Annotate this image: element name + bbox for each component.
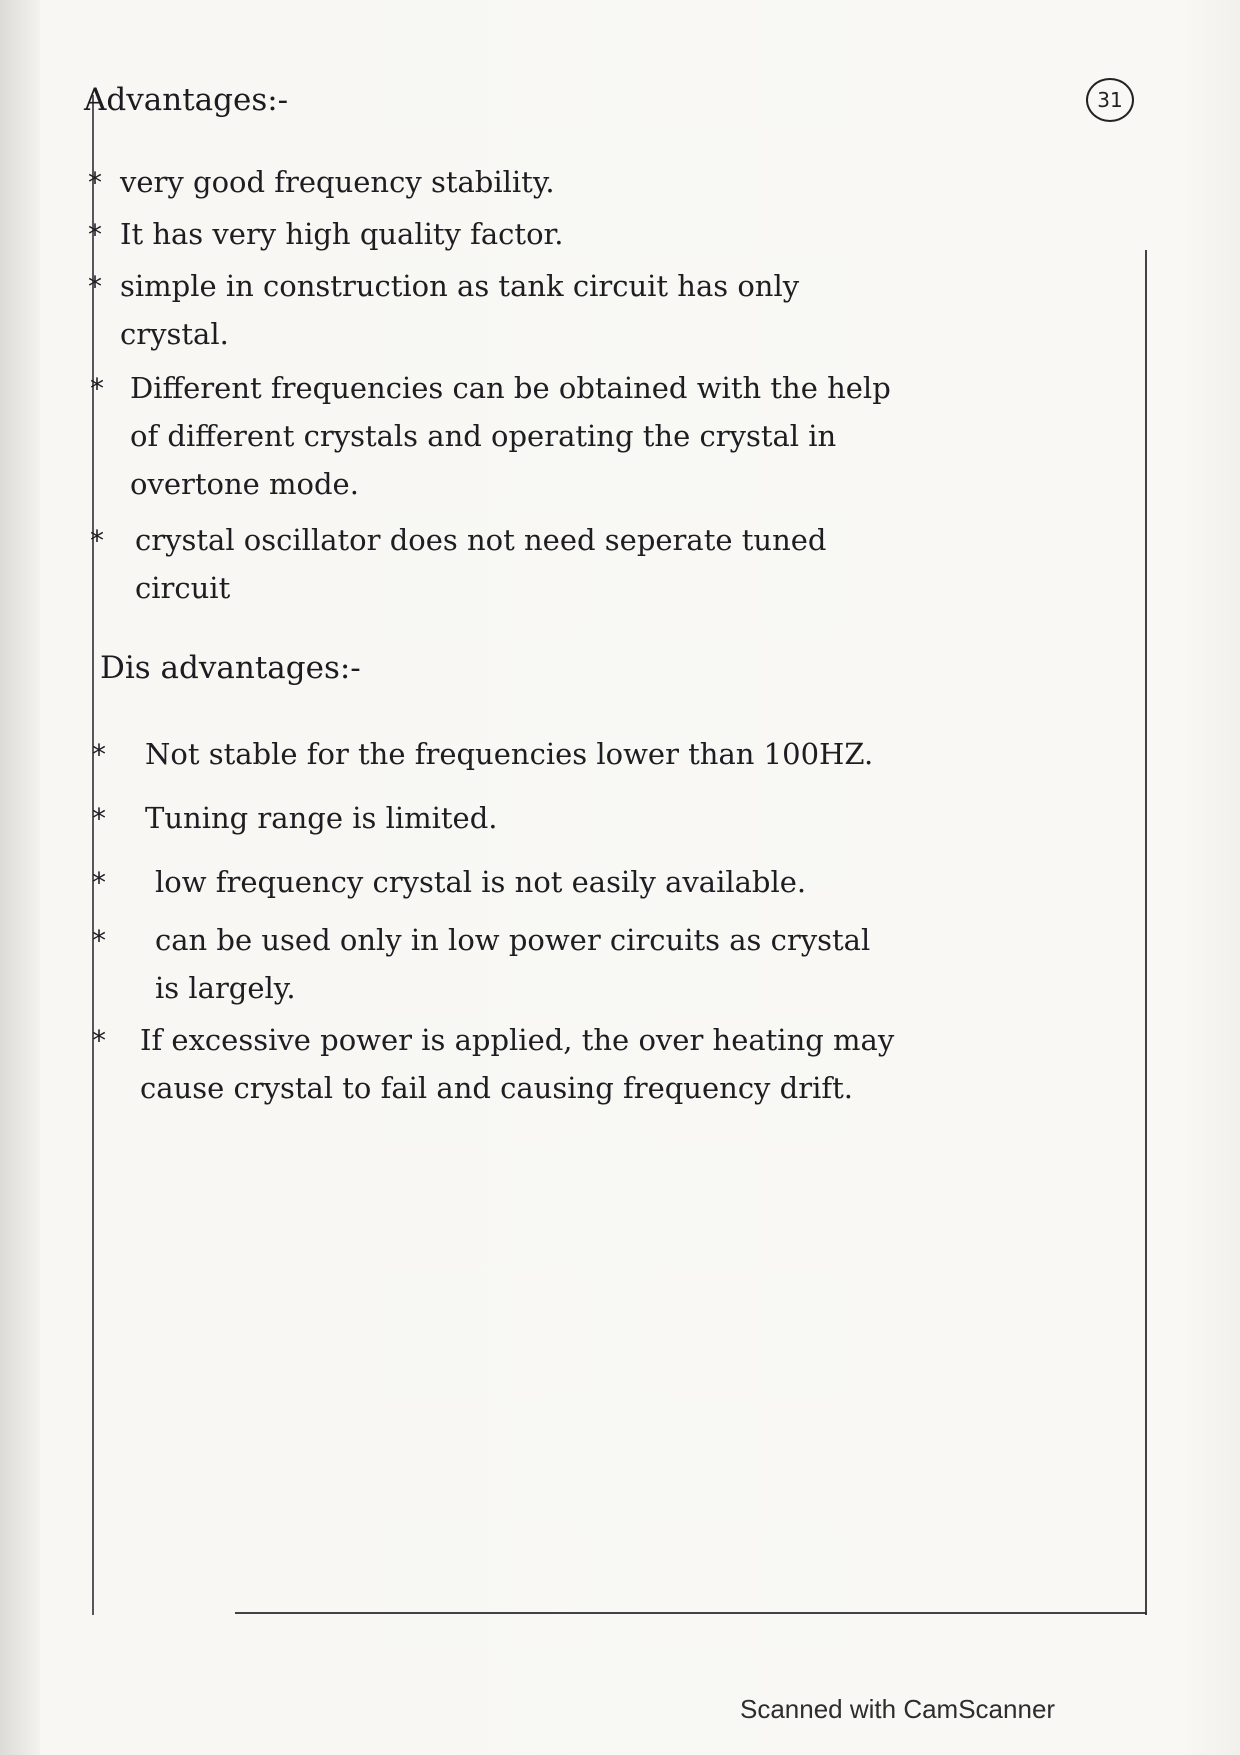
- bullet-icon: *: [88, 218, 102, 251]
- advantage-item-text: simple in construction as tank circuit has only crystal.: [120, 269, 800, 351]
- scanner-watermark: Scanned with CamScanner: [740, 1694, 1056, 1724]
- advantages-heading: Advantages:-: [84, 82, 289, 118]
- advantage-item-text: It has very high quality factor.: [120, 217, 564, 251]
- disadvantages-heading: Dis advantages:-: [100, 650, 361, 686]
- page-edge-shadow: [0, 0, 40, 1755]
- disadvantage-item-text: Not stable for the frequencies lower than 100HZ.: [145, 737, 874, 771]
- bullet-icon: *: [88, 270, 102, 303]
- bullet-icon: *: [88, 166, 102, 199]
- disadvantage-item-text: low frequency crystal is not easily available.: [155, 865, 807, 899]
- advantage-item-text: Different frequencies can be obtained with the help of different crystals and operating the crystal in overtone mode.: [130, 371, 891, 501]
- disadvantage-item-text: If excessive power is applied, the over heating may cause crystal to fail and causing frequency drift.: [140, 1023, 895, 1105]
- left-margin-line: [92, 95, 94, 1615]
- bullet-icon: *: [92, 802, 106, 835]
- bullet-icon: *: [92, 924, 106, 957]
- advantage-item-text: very good frequency stability.: [120, 165, 555, 199]
- bullet-icon: *: [90, 372, 104, 405]
- bullet-icon: *: [92, 866, 106, 899]
- disadvantage-item-text: can be used only in low power circuits as crystal is largely.: [155, 923, 871, 1005]
- bottom-border-line: [235, 1612, 1147, 1614]
- right-border-line: [1145, 250, 1147, 1615]
- page-number: 31: [1086, 78, 1134, 122]
- bullet-icon: *: [92, 738, 106, 771]
- bullet-icon: *: [90, 524, 104, 557]
- bullet-icon: *: [92, 1024, 106, 1057]
- advantage-item-text: crystal oscillator does not need seperate tuned circuit: [135, 523, 827, 605]
- disadvantage-item-text: Tuning range is limited.: [145, 801, 498, 835]
